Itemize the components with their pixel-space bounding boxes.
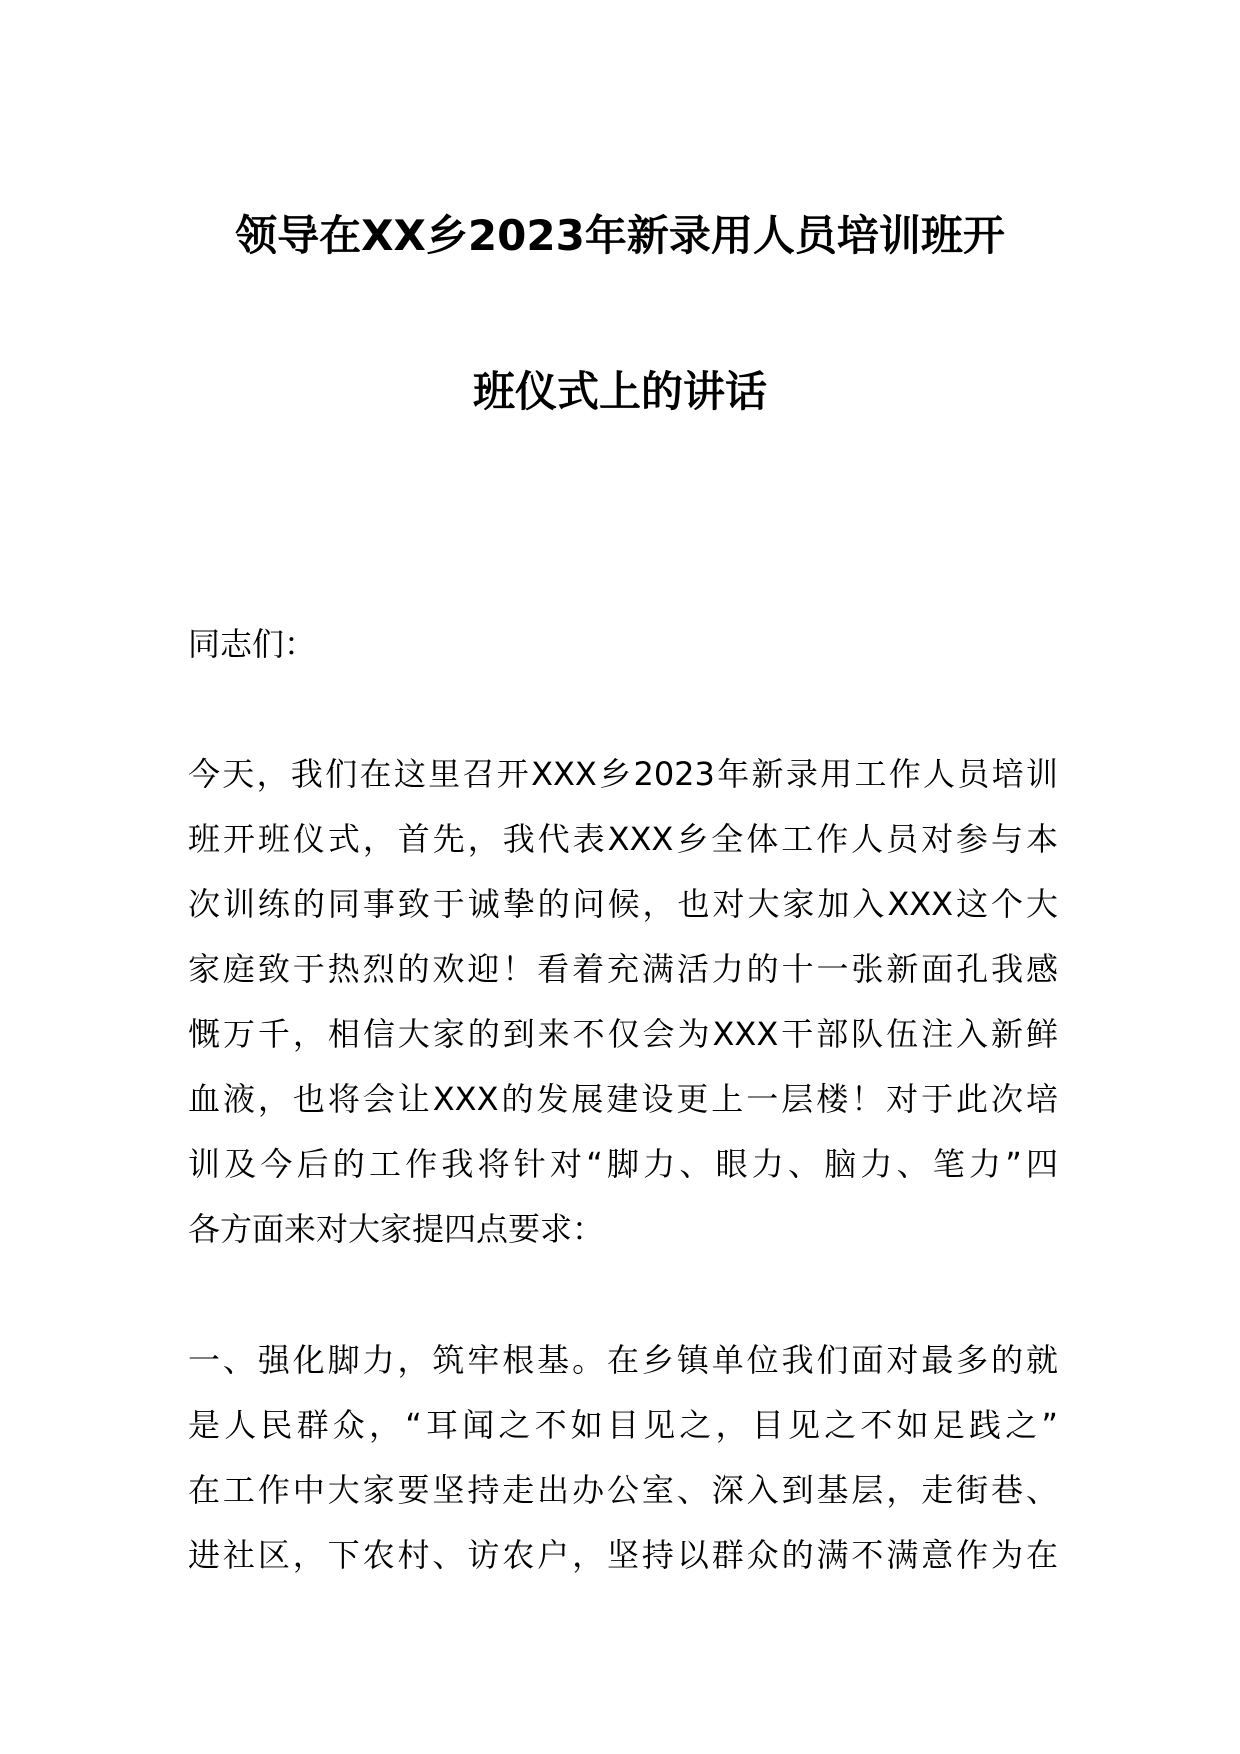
paragraph-line: 家庭致于热烈的欢迎！看着充满活力的十一张新面孔我感 xyxy=(188,950,1058,988)
paragraph-line: 班开班仪式，首先，我代表XXX乡全体工作人员对参与本 xyxy=(188,820,1058,858)
paragraph-line: 是人民群众，“耳闻之不如目见之，目见之不如足践之” xyxy=(188,1406,1058,1444)
salutation: 同志们： xyxy=(188,625,317,663)
paragraph-2 xyxy=(188,1328,1058,1588)
paragraph-line: 血液，也将会让XXX的发展建设更上一层楼！对于此次培 xyxy=(188,1080,1058,1118)
paragraph-line: 各方面来对大家提四点要求： xyxy=(188,1210,605,1248)
document-title-line-2: 班仪式上的讲话 xyxy=(472,367,767,416)
paragraph-line: 进社区，下农村、访农户，坚持以群众的满不满意作为在 xyxy=(188,1536,1058,1574)
paragraph-1 xyxy=(188,742,1058,1262)
paragraph-line: 慨万千，相信大家的到来不仅会为XXX干部队伍注入新鲜 xyxy=(188,1015,1058,1053)
document-title-line-1: 领导在XX乡2023年新录用人员培训班开 xyxy=(235,211,1005,260)
paragraph-line: 次训练的同事致于诚挚的问候，也对大家加入XXX这个大 xyxy=(188,885,1058,923)
paragraph-line: 训及今后的工作我将针对“脚力、眼力、脑力、笔力”四 xyxy=(188,1145,1058,1183)
paragraph-line: 今天，我们在这里召开XXX乡2023年新录用工作人员培训 xyxy=(188,755,1058,793)
paragraph-line: 在工作中大家要坚持走出办公室、深入到基层，走街巷、 xyxy=(188,1471,1058,1509)
paragraph-line: 一、强化脚力，筑牢根基。在乡镇单位我们面对最多的就 xyxy=(188,1341,1058,1379)
